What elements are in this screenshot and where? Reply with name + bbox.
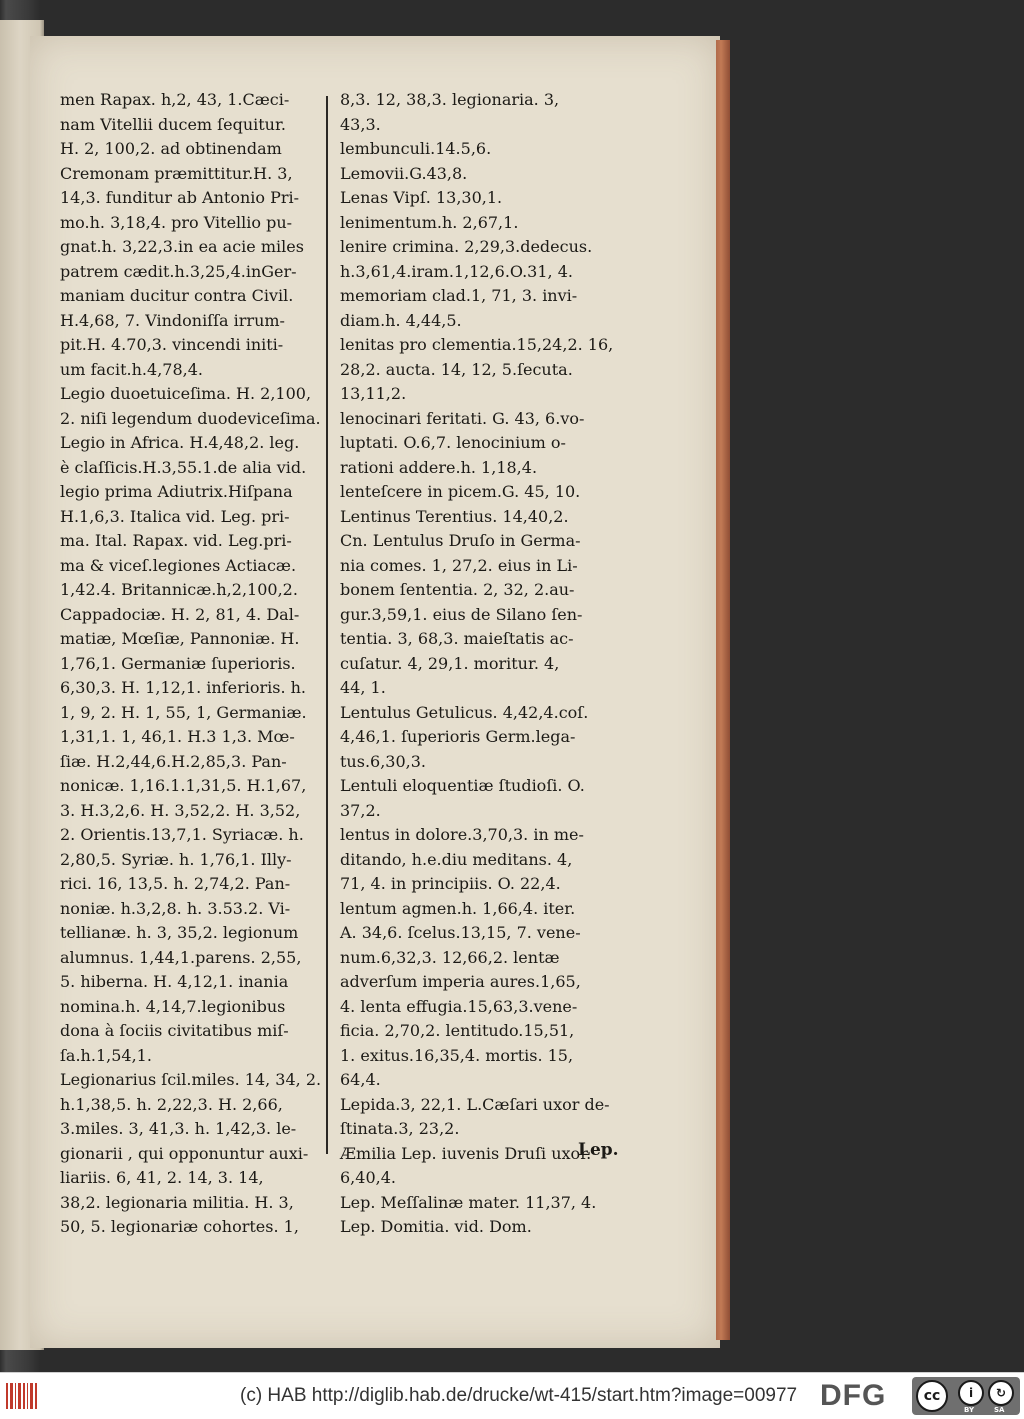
index-line: Æmilia Lep. iuvenis Druſi uxor.: [340, 1143, 592, 1163]
index-line: 38,2. legionaria militia. H. 3,: [60, 1192, 294, 1212]
index-line: 4,46,1. ſuperioris Germ.lega-: [340, 727, 576, 746]
index-line: 1,76,1. Germaniæ ſuperioris.: [60, 653, 296, 673]
index-line: 1, 9, 2. H. 1, 55, 1, Germaniæ.: [60, 702, 307, 722]
index-line: lentum agmen.h. 1,66,4. iter.: [340, 898, 576, 918]
index-line: 1,31,1. 1, 46,1. H.3 1,3. Mœ-: [60, 727, 295, 746]
index-line: patrem cædit.h.3,25,4.inGer-: [60, 261, 297, 281]
index-line: diam.h. 4,44,5.: [340, 310, 462, 330]
copyright-link[interactable]: (c) HAB http://diglib.hab.de/drucke/wt-415/start.htm?image=00977: [240, 1385, 798, 1406]
index-line: ſa.h.1,54,1.: [60, 1045, 152, 1065]
index-line: lenocinari feritati. G. 43, 6.vo-: [340, 408, 585, 428]
index-line: Legionarius ſcil.miles. 14, 34, 2.: [60, 1070, 322, 1089]
index-line: ſiæ. H.2,44,6.H.2,85,3. Pan-: [60, 751, 287, 771]
index-line: 2. Orientis.13,7,1. Syriacæ. h.: [60, 825, 304, 844]
index-line: 5. hiberna. H. 4,12,1. inania: [60, 972, 289, 991]
index-line: men Rapax. h,2, 43, 1.Cæci-: [60, 90, 290, 109]
index-line: lembunculi.14.5,6.: [340, 139, 492, 158]
index-line: ma. Ital. Rapax. vid. Leg.pri-: [60, 531, 292, 550]
index-line: nomina.h. 4,14,7.legionibus: [60, 996, 286, 1016]
index-line: mo.h. 3,18,4. pro Vitellio pu-: [60, 212, 293, 232]
index-line: maniam ducitur contra Civil.: [60, 286, 294, 305]
index-line: nia comes. 1, 27,2. eius in Li-: [340, 555, 578, 575]
barcode-icon: [6, 1381, 40, 1411]
index-line: 43,3.: [340, 114, 381, 134]
column-divider: [326, 96, 328, 1154]
right-index-column: [340, 88, 622, 1240]
index-line: 3. H.3,2,6. H. 3,52,2. H. 3,52,: [60, 800, 301, 820]
index-line: nam Vitellii ducem ſequitur.: [60, 114, 286, 134]
index-line: legio prima Adiutrix.Hiſpana: [60, 482, 293, 501]
catchword: Lep.: [578, 1140, 619, 1160]
index-line: 6,40,4.: [340, 1168, 396, 1187]
index-line: lenimentum.h. 2,67,1.: [340, 212, 519, 232]
index-line: rationi addere.h. 1,18,4.: [340, 457, 538, 477]
index-line: 4. lenta effugia.15,63,3.vene-: [340, 996, 578, 1016]
index-line: cuſatur. 4, 29,1. moritur. 4,: [340, 653, 560, 673]
index-line: noniæ. h.3,2,8. h. 3.53.2. Vi-: [60, 898, 291, 918]
index-line: H.4,68, 7. Vindoniſſa irrum-: [60, 310, 285, 330]
viewer-footer: [0, 1372, 1024, 1419]
index-line: gnat.h. 3,22,3.in ea acie miles: [60, 237, 304, 256]
index-line: um facit.h.4,78,4.: [60, 359, 203, 379]
index-line: Lemovii.G.43,8.: [340, 163, 468, 183]
index-line: lentus in dolore.3,70,3. in me-: [340, 825, 584, 844]
index-line: luptati. O.6,7. lenocinium o-: [340, 433, 566, 452]
index-line: H. 2, 100,2. ad obtinendam: [60, 139, 282, 158]
cc-by-sa-icon[interactable]: [912, 1377, 1020, 1415]
index-line: 64,4.: [340, 1070, 381, 1089]
index-line: 13,11,2.: [340, 384, 407, 403]
cc-icon: cc: [916, 1380, 948, 1412]
index-line: Lepida.3, 22,1. L.Cæſari uxor de-: [340, 1094, 610, 1114]
index-line: h.3,61,4.iram.1,12,6.O.31, 4.: [340, 261, 573, 281]
index-line: ditando, h.e.diu meditans. 4,: [340, 849, 573, 869]
license-sa-label: SA: [994, 1406, 1005, 1414]
index-line: liariis. 6, 41, 2. 14, 3. 14,: [60, 1168, 264, 1187]
index-line: 6,30,3. H. 1,12,1. inferioris. h.: [60, 678, 306, 697]
index-line: lenteſcere in picem.G. 45, 10.: [340, 482, 581, 501]
index-line: memoriam clad.1, 71, 3. invi-: [340, 286, 578, 305]
index-line: tus.6,30,3.: [340, 751, 427, 771]
index-line: Lentinus Terentius. 14,40,2.: [340, 506, 569, 526]
index-line: lenitas pro clementia.15,24,2. 16,: [340, 335, 614, 354]
index-line: bonem ſententia. 2, 32, 2.au-: [340, 580, 575, 599]
index-line: tentia. 3, 68,3. maieſtatis ac-: [340, 629, 574, 648]
left-index-column: [60, 88, 322, 1240]
index-line: 37,2.: [340, 800, 381, 820]
index-line: 2,80,5. Syriæ. h. 1,76,1. Illy-: [60, 849, 292, 869]
index-line: Legio duoetuiceſima. H. 2,100,: [60, 384, 312, 403]
index-line: alumnus. 1,44,1.parens. 2,55,: [60, 947, 302, 967]
index-line: ma & viceſ.legiones Actiacæ.: [60, 555, 297, 575]
index-line: Cremonam præmittitur.H. 3,: [60, 163, 293, 183]
index-line: 2. niſi legendum duodeviceſima.: [60, 408, 321, 428]
index-line: è claſſicis.H.3,55.1.de alia vid.: [60, 457, 307, 477]
index-line: 71, 4. in principiis. O. 22,4.: [340, 874, 561, 893]
license-by-label: BY: [964, 1406, 975, 1414]
index-line: A. 34,6. ſcelus.13,15, 7. vene-: [340, 923, 581, 942]
index-line: gionarii , qui opponuntur auxi-: [60, 1143, 309, 1163]
index-line: pit.H. 4.70,3. vincendi initi-: [60, 335, 284, 354]
index-line: tellianæ. h. 3, 35,2. legionum: [60, 923, 299, 942]
index-line: 8,3. 12, 38,3. legionaria. 3,: [340, 90, 560, 109]
index-line: Cappadociæ. H. 2, 81, 4. Dal-: [60, 604, 300, 624]
index-line: rici. 16, 13,5. h. 2,74,2. Pan-: [60, 874, 291, 893]
index-line: Lenas Vipſ. 13,30,1.: [340, 188, 503, 207]
index-line: num.6,32,3. 12,66,2. lentæ: [340, 947, 560, 967]
index-line: Cn. Lentulus Druſo in Germa-: [340, 531, 581, 550]
index-line: nonicæ. 1,16.1.1,31,5. H.1,67,: [60, 776, 307, 795]
index-line: ficia. 2,70,2. lentitudo.15,51,: [340, 1021, 575, 1040]
index-line: H.1,6,3. Italica vid. Leg. pri-: [60, 506, 290, 526]
index-line: Lep. Domitia. vid. Dom.: [340, 1217, 532, 1236]
page-fore-edge: [716, 40, 730, 1340]
index-line: Lentulus Getulicus. 4,42,4.coſ.: [340, 702, 589, 722]
dfg-logo: DFG: [820, 1379, 887, 1412]
index-line: Legio in Africa. H.4,48,2. leg.: [60, 433, 300, 452]
index-line: 1. exitus.16,35,4. mortis. 15,: [340, 1045, 574, 1065]
index-line: lenire crimina. 2,29,3.dedecus.: [340, 237, 593, 256]
index-line: 28,2. aucta. 14, 12, 5.ſecuta.: [340, 359, 573, 379]
index-line: 3.miles. 3, 41,3. h. 1,42,3. le-: [60, 1119, 297, 1138]
share-alike-icon: ↻: [988, 1380, 1014, 1406]
index-line: h.1,38,5. h. 2,22,3. H. 2,66,: [60, 1094, 283, 1114]
index-line: 14,3. funditur ab Antonio Pri-: [60, 188, 300, 207]
index-line: 44, 1.: [340, 678, 386, 697]
index-line: gur.3,59,1. eius de Silano ſen-: [340, 604, 583, 624]
index-line: 1,42.4. Britannicæ.h,2,100,2.: [60, 580, 298, 599]
index-line: dona à ſociis civitatibus miſ-: [60, 1021, 289, 1040]
attribution-icon: i: [958, 1380, 984, 1406]
index-line: ſtinata.3, 23,2.: [340, 1119, 460, 1138]
index-line: adverſum imperia aures.1,65,: [340, 972, 581, 991]
index-line: 50, 5. legionariæ cohortes. 1,: [60, 1217, 299, 1236]
index-line: Lentuli eloquentiæ ſtudioſi. O.: [340, 776, 585, 795]
index-line: Lep. Meſſalinæ mater. 11,37, 4.: [340, 1192, 597, 1212]
index-line: matiæ, Mœſiæ, Pannoniæ. H.: [60, 629, 300, 648]
